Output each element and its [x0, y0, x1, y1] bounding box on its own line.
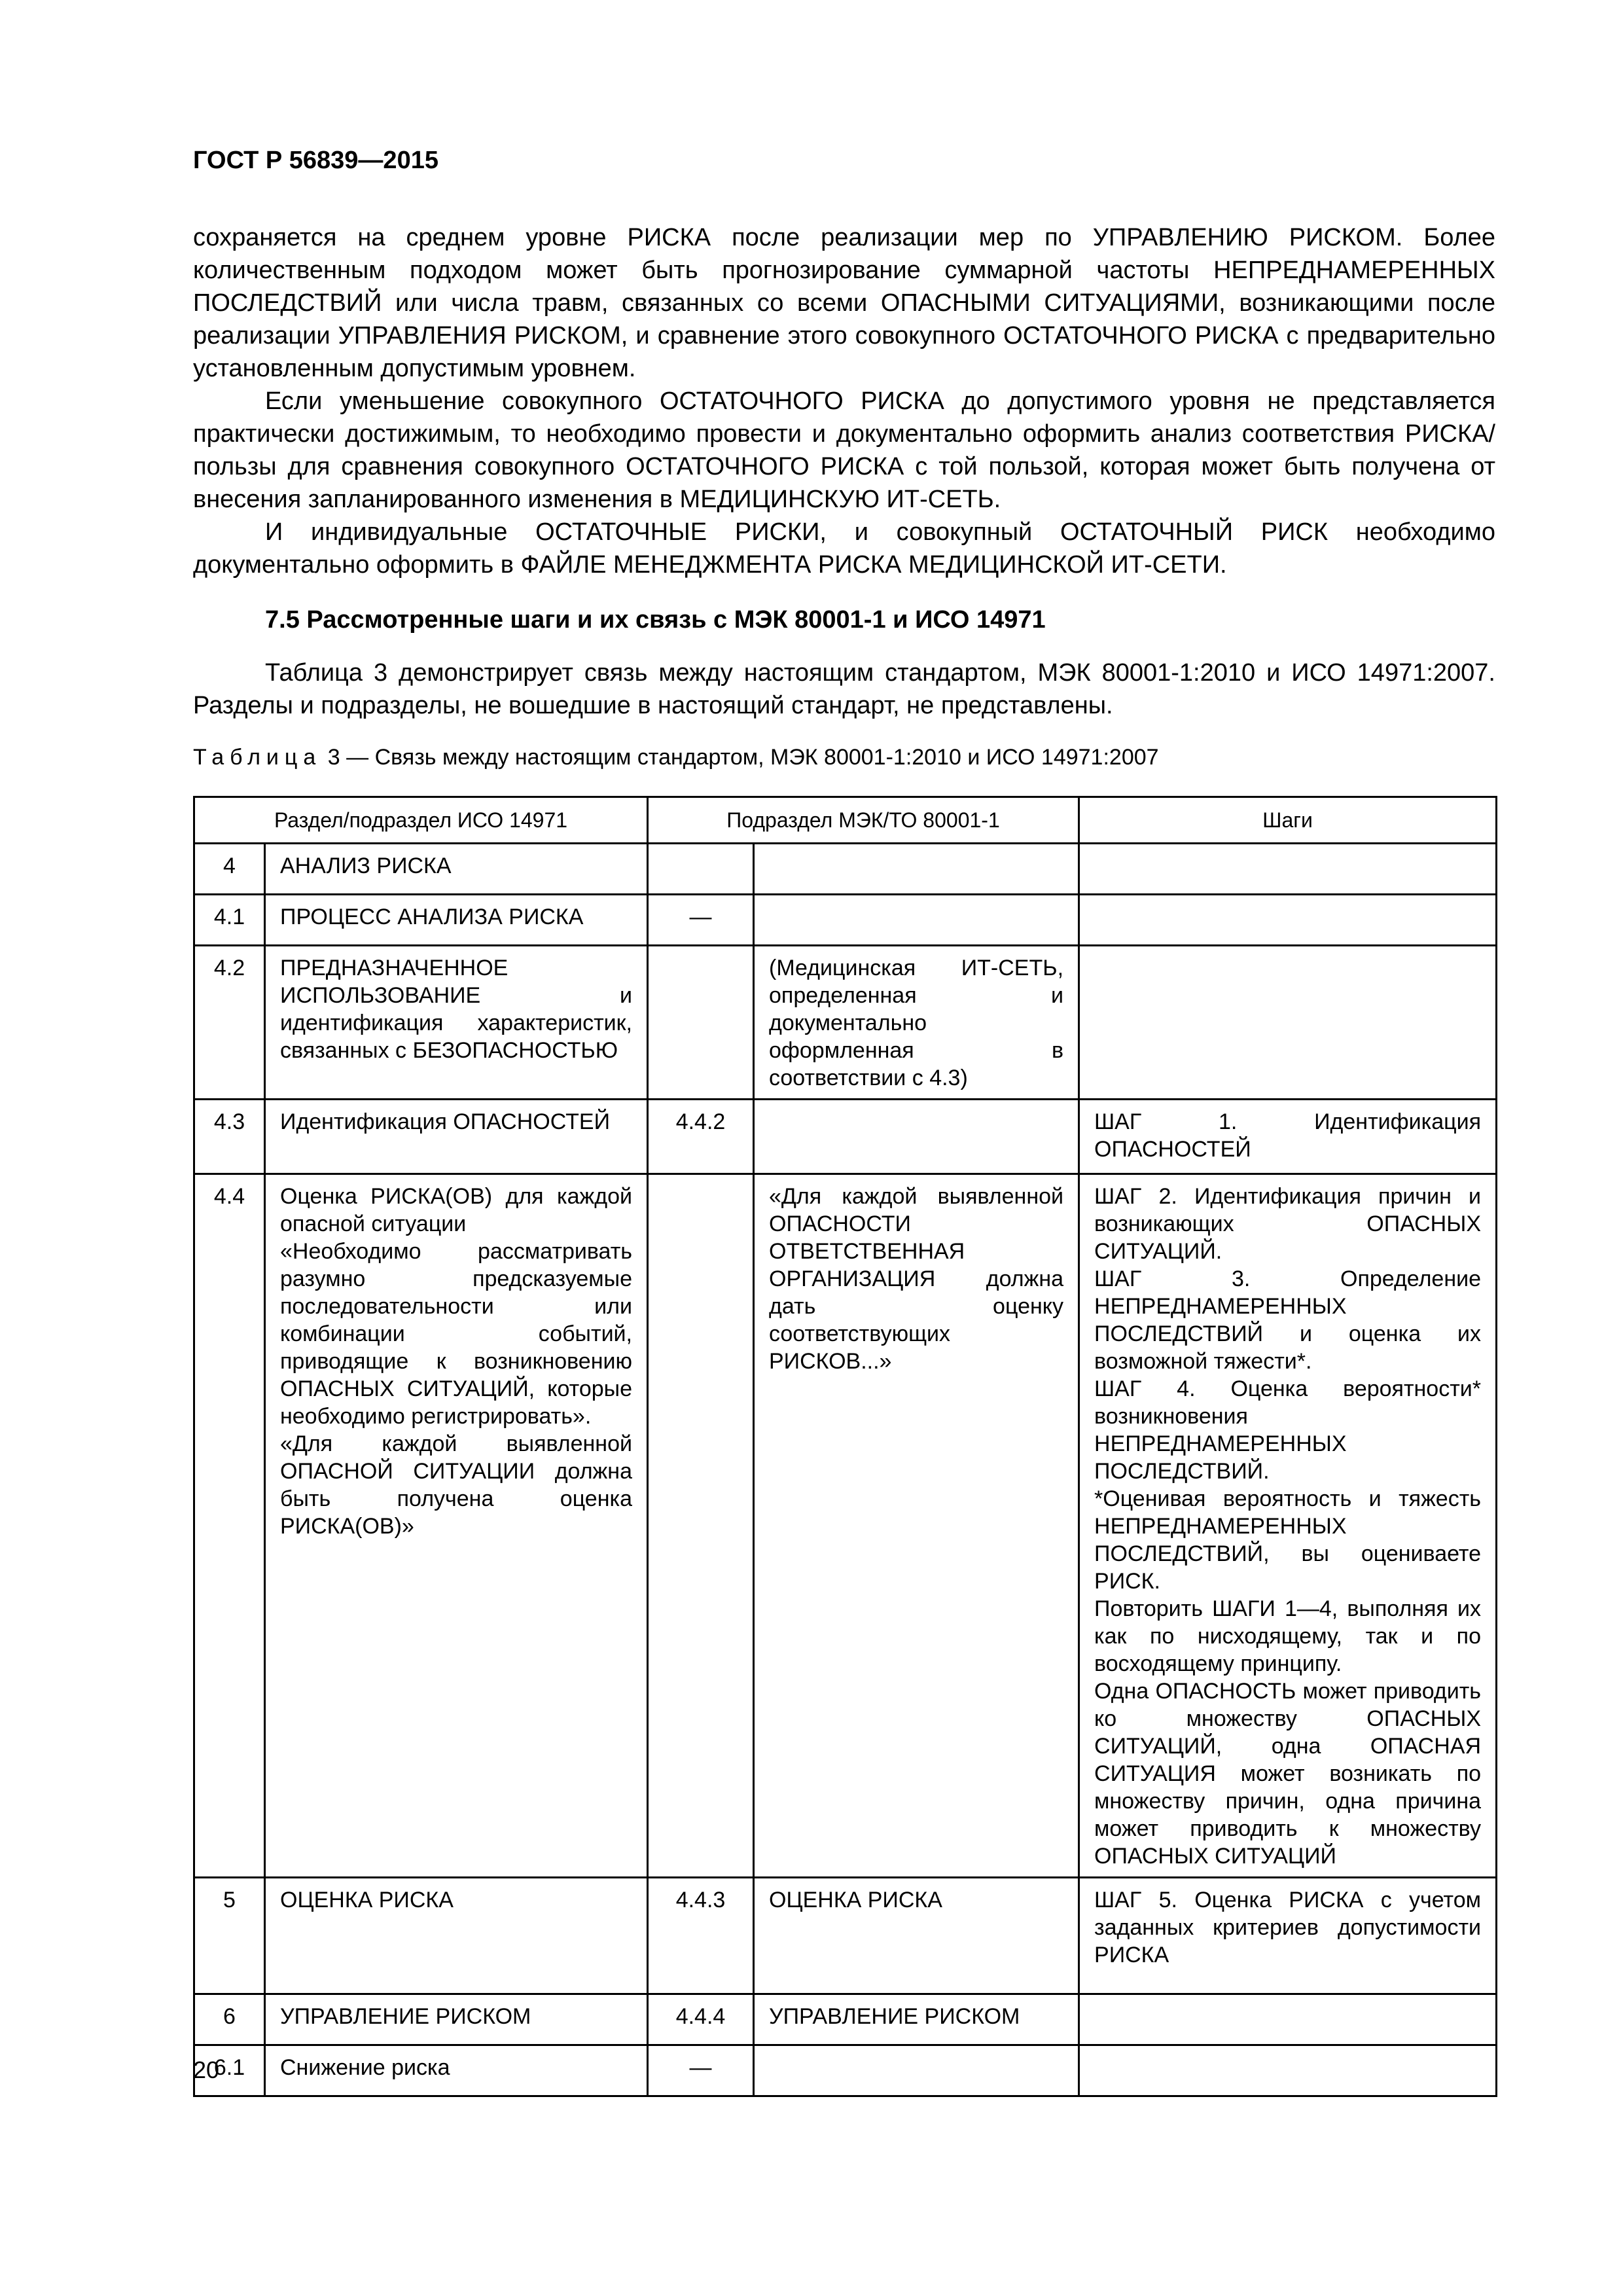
header-iec-80001: Подраздел МЭК/ТО 80001-1 — [648, 797, 1079, 844]
table-caption — [193, 746, 1159, 768]
cell-line: «Для каждой выявленной ОПАСНОЙ СИТУАЦИИ должна быть получена оценка РИСКА(ОВ)» — [280, 1431, 632, 1539]
cell-title: ОЦЕНКА РИСКА — [265, 1878, 648, 1994]
cell-iec: УПРАВЛЕНИЕ РИСКОМ — [754, 1994, 1079, 2045]
cell-title: Идентификация ОПАСНОСТЕЙ — [265, 1100, 648, 1174]
cell-title: ПРОЦЕСС АНАЛИЗА РИСКА — [265, 895, 648, 946]
cell-title: УПРАВЛЕНИЕ РИСКОМ — [265, 1994, 648, 2045]
cell-steps — [1079, 946, 1497, 1100]
cell-line: Одна ОПАСНОСТЬ может приводить ко множеству ОПАСНЫХ СИТУАЦИЙ, одна ОПАСНАЯ СИТУАЦИЯ может возникать по множеству причин, одна причина может приводить к множеству ОПАСНЫХ СИТУАЦИЙ — [1094, 1679, 1482, 1869]
document-header: ГОСТ Р 56839—2015 — [193, 147, 438, 174]
cell-steps — [1079, 844, 1497, 895]
table-row — [194, 1878, 1497, 1994]
cell-iec: ОЦЕНКА РИСКА — [754, 1878, 1079, 1994]
cell-steps: ШАГ 1. Идентификация ОПАСНОСТЕЙ — [1079, 1100, 1497, 1174]
cell-sub: 4.4.4 — [648, 1994, 754, 2045]
cell-line: Оценка РИСКА(ОВ) для каждой опасной ситуации — [280, 1184, 632, 1236]
cell-steps — [1079, 1174, 1497, 1878]
header-steps: Шаги — [1079, 797, 1497, 844]
cell-line: Повторить ШАГИ 1—4, выполняя их как по нисходящему, так и по восходящему принципу. — [1094, 1596, 1482, 1676]
cell-num: 6 — [194, 1994, 265, 2045]
cell-iec — [754, 2045, 1079, 2096]
cell-steps — [1079, 895, 1497, 946]
cell-num: 6.1 — [194, 2045, 265, 2096]
section-text — [193, 656, 1495, 722]
cell-num: 4.3 — [194, 1100, 265, 1174]
cell-sub — [648, 1174, 754, 1878]
cell-iec — [754, 844, 1079, 895]
cell-steps: ШАГ 5. Оценка РИСКА с учетом заданных критериев допустимости РИСКА — [1079, 1878, 1497, 1994]
table-row — [194, 895, 1497, 946]
cell-iec: (Медицинская ИТ-СЕТЬ, определенная и документально оформленная в соответствии с 4.3) — [754, 946, 1079, 1100]
section-heading: 7.5 Рассмотренные шаги и их связь с МЭК 80001-1 и ИСО 14971 — [265, 606, 1046, 634]
cell-sub: — — [648, 895, 754, 946]
cell-line: «Необходимо рассматривать разумно предсказуемые последовательности или комбинации событий, приводящие к возникновению ОПАСНЫХ СИТУАЦИЙ, которые необходимо регистрировать». — [280, 1239, 632, 1429]
table-row — [194, 1994, 1497, 2045]
cell-num: 4.2 — [194, 946, 265, 1100]
cell-iec: «Для каждой выявленной ОПАСНОСТИ ОТВЕТСТВЕННАЯ ОРГАНИЗАЦИЯ должна дать оценку соответствующих РИСКОВ...» — [754, 1174, 1079, 1878]
cell-title: ПРЕДНАЗНАЧЕННОЕ ИСПОЛЬЗОВАНИЕ и идентификация характеристик, связанных с БЕЗОПАСНОСТЬЮ — [265, 946, 648, 1100]
cell-num: 5 — [194, 1878, 265, 1994]
cell-iec — [754, 1100, 1079, 1174]
paragraph: И индивидуальные ОСТАТОЧНЫЕ РИСКИ, и совокупный ОСТАТОЧНЫЙ РИСК необходимо документально оформить в ФАЙЛЕ МЕНЕДЖМЕНТА РИСКА МЕДИЦИНСКОЙ ИТ-СЕТИ. — [193, 518, 1495, 579]
cell-line: *Оценивая вероятность и тяжесть НЕПРЕДНАМЕРЕННЫХ ПОСЛЕДСТВИЙ, вы оцениваете РИСК. — [1094, 1486, 1482, 1594]
cell-title: Снижение риска — [265, 2045, 648, 2096]
table-row — [194, 844, 1497, 895]
cell-steps — [1079, 1994, 1497, 2045]
table-row — [194, 946, 1497, 1100]
cell-line: ШАГ 3. Определение НЕПРЕДНАМЕРЕННЫХ ПОСЛЕДСТВИЙ и оценка их возможной тяжести*. — [1094, 1266, 1482, 1374]
cell-sub — [648, 946, 754, 1100]
paragraph: Если уменьшение совокупного ОСТАТОЧНОГО РИСКА до допустимого уровня не представляется практически достижимым, то необходимо провести и документально оформить анализ соответствия РИСКА/пользы для сравнения совокупного ОСТАТОЧНОГО РИСКА с той пользой, которая может быть получена от внесения запланированного изменения в МЕДИЦИНСКУЮ ИТ-СЕТЬ. — [193, 387, 1495, 513]
cell-sub: 4.4.2 — [648, 1100, 754, 1174]
body-text — [193, 221, 1495, 581]
table-caption-text: 3 — Связь между настоящим стандартом, МЭК 80001-1:2010 и ИСО 14971:2007 — [327, 745, 1159, 770]
cell-line: ШАГ 4. Оценка вероятности* возникновения НЕПРЕДНАМЕРЕННЫХ ПОСЛЕДСТВИЙ. — [1094, 1376, 1482, 1484]
cell-sub: 4.4.3 — [648, 1878, 754, 1994]
cell-num: 4.1 — [194, 895, 265, 946]
cell-num: 4 — [194, 844, 265, 895]
table-caption-label: Таблица — [193, 745, 322, 770]
cell-sub: — — [648, 2045, 754, 2096]
page-number: 20 — [193, 2056, 220, 2083]
cell-steps — [1079, 2045, 1497, 2096]
table-row — [194, 1100, 1497, 1174]
paragraph: сохраняется на среднем уровне РИСКА после реализации мер по УПРАВЛЕНИЮ РИСКОМ. Более количественным подходом может быть прогнозирование суммарной частоты НЕПРЕДНАМЕРЕННЫХ ПОСЛЕДСТВИЙ или числа травм, связанных со всеми ОПАСНЫМИ СИТУАЦИЯМИ, возникающими после реализации УПРАВЛЕНИЯ РИСКОМ, и сравнение этого совокупного ОСТАТОЧНОГО РИСКА с предварительно установленным допустимым уровнем. — [193, 224, 1495, 382]
paragraph: Таблица 3 демонстрирует связь между настоящим стандартом, МЭК 80001-1:2010 и ИСО 14971:2007. Разделы и подразделы, не вошедшие в настоящий стандарт, не представлены. — [193, 659, 1495, 719]
cell-num: 4.4 — [194, 1174, 265, 1878]
cell-title — [265, 1174, 648, 1878]
table-row — [194, 1174, 1497, 1878]
cell-line: ШАГ 2. Идентификация причин и возникающих ОПАСНЫХ СИТУАЦИЙ. — [1094, 1184, 1482, 1264]
table-header-row — [194, 797, 1497, 844]
cell-sub — [648, 844, 754, 895]
cell-iec — [754, 895, 1079, 946]
cell-title: АНАЛИЗ РИСКА — [265, 844, 648, 895]
table-row — [194, 2045, 1497, 2096]
header-iso-14971: Раздел/подраздел ИСО 14971 — [194, 797, 648, 844]
mapping-table — [193, 796, 1497, 2097]
